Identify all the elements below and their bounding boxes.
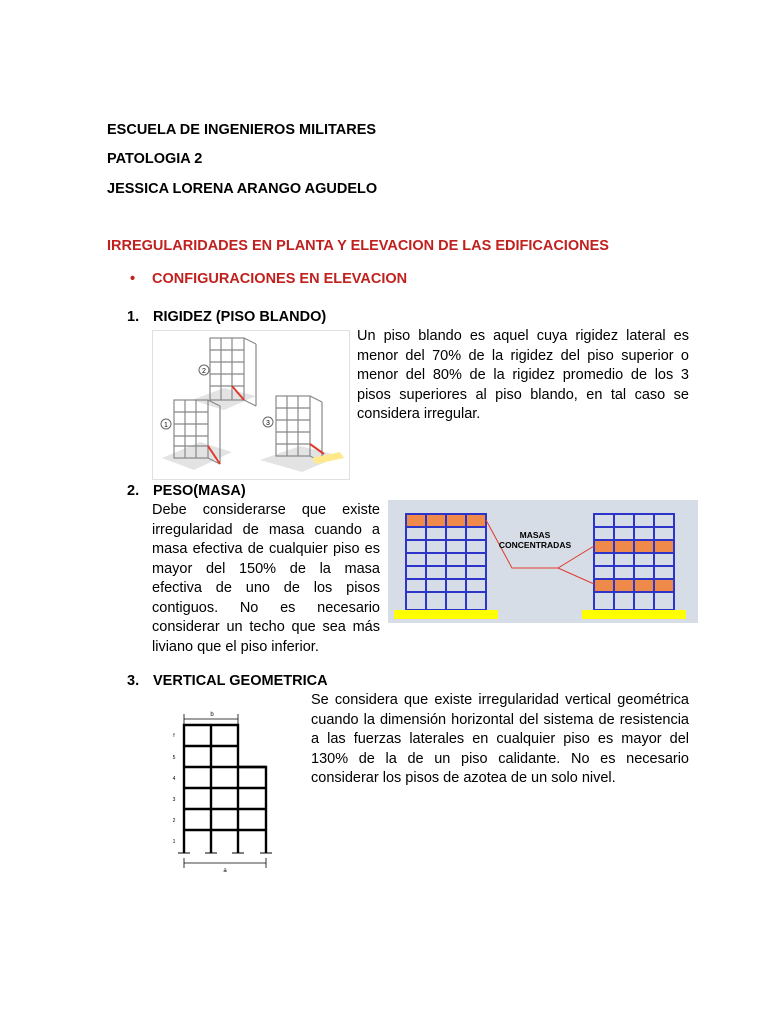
fig3-floor-label: f (173, 733, 175, 739)
author-name: JESSICA LORENA ARANGO AGUDELO (107, 181, 378, 197)
section-3-body: Se considera que existe irregularidad vertical geométrica cuando la dimensión horizontal del sistema de resistencia a las fuerzas laterales en cualquier piso es mayor del 130% de la de un piso calidante. No es necesario considerar los pisos de azotea de un solo nivel. (311, 692, 689, 786)
mass-irregularity-figure (388, 500, 698, 623)
course-name: PATOLOGIA 2 (107, 151, 203, 167)
bullet-item (130, 271, 407, 287)
fig3-floor-label: 3 (172, 797, 176, 803)
vertical-geometry-figure (170, 705, 280, 875)
section-2-body: Debe considerarse que existe irregularidad de masa cuando a masa efectiva de cualquier piso es mayor del 150% de la masa efectiva de uno de los pisos contiguos. No es necesario considerar un techo que sea más liviano que el piso inferior. (152, 502, 380, 655)
section-1-title: RIGIDEZ (PISO BLANDO) (153, 309, 327, 325)
section-1-number: 1. (127, 309, 140, 325)
fig3-bottom-label: a (223, 868, 227, 874)
section-2-heading (127, 483, 246, 499)
masas-label: MASAS (519, 530, 551, 540)
section-1-heading (127, 309, 326, 325)
section-3-heading (127, 673, 328, 689)
fig3-floor-label: 4 (172, 776, 176, 782)
section-2-number: 2. (127, 483, 140, 499)
section-3-title: VERTICAL GEOMETRICA (153, 673, 328, 689)
fig1-label-2: 2 (202, 368, 206, 375)
fig3-floor-label: 5 (172, 755, 176, 761)
soft-story-figure (152, 330, 350, 480)
fig1-label-1: 1 (164, 422, 168, 429)
school-name: ESCUELA DE INGENIEROS MILITARES (107, 122, 377, 138)
section-1-body: Un piso blando es aquel cuya rigidez lateral es menor del 70% de la rigidez del piso superior o menor del 80% de la rigidez promedio de los 3 pisos superiores al piso blando, en tal caso se considera irregular. (357, 328, 689, 422)
bullet-text: CONFIGURACIONES EN ELEVACION (152, 271, 408, 287)
section-3-number: 3. (127, 673, 140, 689)
fig3-top-label: b (210, 712, 214, 718)
fig1-label-3: 3 (266, 420, 270, 427)
fig3-floor-label: 1 (172, 839, 176, 845)
concentradas-label: CONCENTRADAS (498, 540, 572, 550)
fig3-floor-label: 2 (172, 818, 176, 824)
main-title: IRREGULARIDADES EN PLANTA Y ELEVACION DE LAS EDIFICACIONES (107, 238, 609, 254)
section-2-title: PESO(MASA) (153, 483, 246, 499)
bullet-symbol: • (130, 271, 136, 287)
